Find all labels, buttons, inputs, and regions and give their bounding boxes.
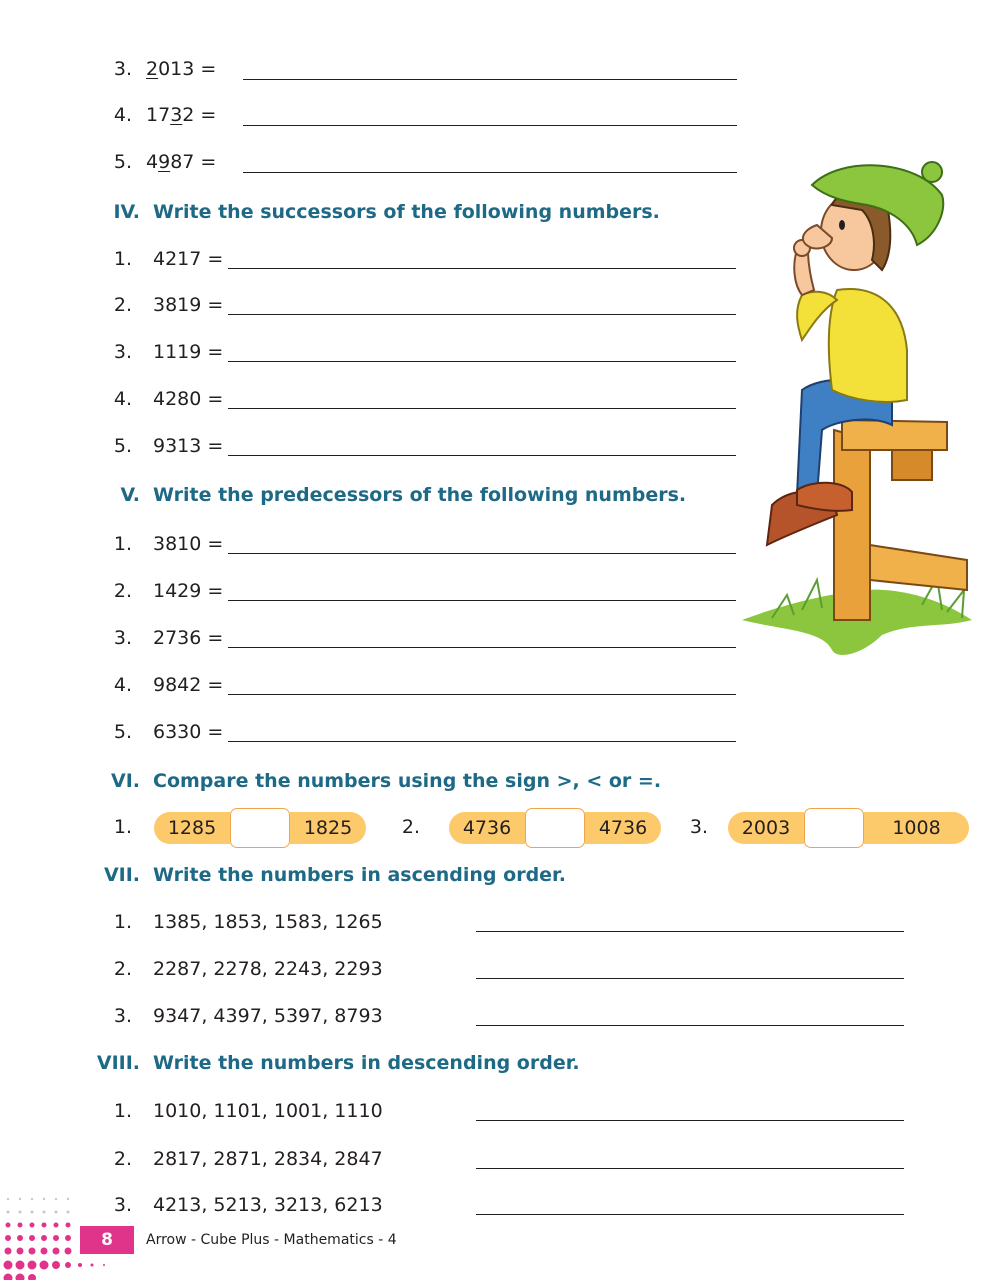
answer-line[interactable] <box>228 314 736 315</box>
compare-sign-box[interactable] <box>525 808 585 848</box>
section-heading: Write the successors of the following numbers. <box>153 201 660 223</box>
book-title: Arrow - Cube Plus - Mathematics - 4 <box>146 1232 397 1248</box>
item-text: 9347, 4397, 5397, 8793 <box>153 1005 383 1027</box>
place-value-number: 1732 = <box>146 104 217 126</box>
item-number: 1. <box>113 248 132 270</box>
answer-line[interactable] <box>243 79 737 80</box>
item-text: 4217 = <box>153 248 224 270</box>
compare-left-number: 4736 <box>449 812 525 844</box>
compare-pair <box>449 812 661 844</box>
item-text: 2287, 2278, 2243, 2293 <box>153 958 383 980</box>
answer-line[interactable] <box>476 1168 904 1169</box>
item-number: 5. <box>113 721 132 743</box>
answer-line[interactable] <box>228 268 736 269</box>
answer-line[interactable] <box>243 172 737 173</box>
item-text: 1010, 1101, 1001, 1110 <box>153 1100 383 1122</box>
item-number: 5. <box>113 435 132 457</box>
item-number: 3. <box>113 341 132 363</box>
item-number: 4. <box>113 674 132 696</box>
section-heading: Compare the numbers using the sign >, < or =. <box>153 770 662 792</box>
section-numeral: V. <box>120 484 140 506</box>
item-number: 2. <box>113 294 132 316</box>
section-numeral: VIII. <box>96 1052 140 1074</box>
underlined-digit: 2 <box>146 58 159 80</box>
section-numeral: VII. <box>103 864 140 886</box>
place-value-number: 4987 = <box>146 151 217 173</box>
section-numeral: IV. <box>113 201 140 223</box>
item-text: 1385, 1853, 1583, 1265 <box>153 911 383 933</box>
item-number: 5. <box>113 151 132 173</box>
item-number: 3. <box>113 1194 132 1216</box>
answer-line[interactable] <box>228 408 736 409</box>
answer-line[interactable] <box>476 978 904 979</box>
place-value-number: 2013 = <box>146 58 217 80</box>
item-text: 1119 = <box>153 341 224 363</box>
compare-left-number: 1285 <box>154 812 230 844</box>
compare-left-number: 2003 <box>728 812 804 844</box>
item-text: 2817, 2871, 2834, 2847 <box>153 1148 383 1170</box>
compare-sign-box[interactable] <box>804 808 864 848</box>
answer-line[interactable] <box>228 600 736 601</box>
answer-line[interactable] <box>228 553 736 554</box>
answer-line[interactable] <box>228 455 736 456</box>
item-number: 3. <box>113 1005 132 1027</box>
answer-line[interactable] <box>476 931 904 932</box>
item-number: 2. <box>113 958 132 980</box>
section-heading: Write the predecessors of the following numbers. <box>153 484 687 506</box>
cartoon-boy-on-fence-illustration <box>742 150 972 665</box>
answer-line[interactable] <box>476 1214 904 1215</box>
item-number: 2. <box>401 816 420 838</box>
item-number: 2. <box>113 1148 132 1170</box>
item-text: 9313 = <box>153 435 224 457</box>
compare-right-number: 1825 <box>290 812 366 844</box>
item-text: 3819 = <box>153 294 224 316</box>
item-number: 1. <box>113 816 132 838</box>
item-number: 3. <box>689 816 708 838</box>
section-numeral: VI. <box>111 770 140 792</box>
page-number-badge: 8 <box>80 1226 134 1254</box>
answer-line[interactable] <box>243 125 737 126</box>
answer-line[interactable] <box>476 1025 904 1026</box>
item-number: 1. <box>113 533 132 555</box>
item-text: 4213, 5213, 3213, 6213 <box>153 1194 383 1216</box>
answer-line[interactable] <box>228 647 736 648</box>
underlined-digit: 9 <box>158 151 171 173</box>
item-text: 9842 = <box>153 674 224 696</box>
section-heading: Write the numbers in descending order. <box>153 1052 580 1074</box>
compare-pair <box>154 812 366 844</box>
item-number: 3. <box>113 58 132 80</box>
compare-right-number: 4736 <box>585 812 661 844</box>
item-number: 3. <box>113 627 132 649</box>
compare-right-number: 1008 <box>864 812 969 844</box>
item-text: 2736 = <box>153 627 224 649</box>
section-heading: Write the numbers in ascending order. <box>153 864 566 886</box>
item-text: 4280 = <box>153 388 224 410</box>
answer-line[interactable] <box>228 694 736 695</box>
item-number: 1. <box>113 1100 132 1122</box>
item-number: 1. <box>113 911 132 933</box>
item-text: 1429 = <box>153 580 224 602</box>
item-number: 2. <box>113 580 132 602</box>
compare-sign-box[interactable] <box>230 808 290 848</box>
item-text: 3810 = <box>153 533 224 555</box>
answer-line[interactable] <box>476 1120 904 1121</box>
underlined-digit: 3 <box>170 104 183 126</box>
item-text: 6330 = <box>153 721 224 743</box>
answer-line[interactable] <box>228 361 736 362</box>
compare-pair <box>728 812 969 844</box>
item-number: 4. <box>113 104 132 126</box>
answer-line[interactable] <box>228 741 736 742</box>
item-number: 4. <box>113 388 132 410</box>
